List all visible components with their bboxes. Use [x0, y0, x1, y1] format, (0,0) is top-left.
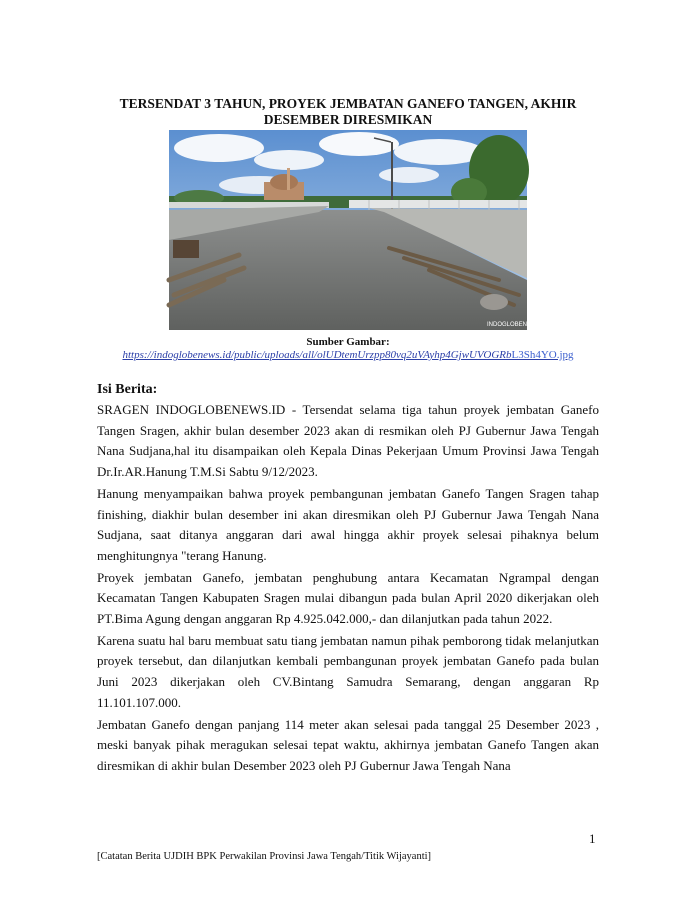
- caption-link[interactable]: [122, 349, 573, 361]
- paragraph: SRAGEN INDOGLOBENEWS.ID - Tersendat selama tiga tahun proyek jembatan Ganefo Tangen Sragen, akhir bulan desember 2023 akan di resmikan oleh PJ Gubernur Jawa Tengah Nana Sudjana,hal itu disampaikan oleh Kepala Dinas Pekerjaan Umum Provinsi Jawa Tengah Dr.Ir.AR.Hanung T.M.Si Sabtu 9/12/2023.: [97, 402, 599, 480]
- article-body: [97, 400, 599, 778]
- paragraph: Hanung menyampaikan bahwa proyek pembangunan jembatan Ganefo Tangen Sragen tahap finishing, diakhir bulan desember ini akan diresmikan oleh PJ Gubernur Jawa Tengah Nana Sudjana, saat ditanya anggaran dari awal hingga akhir proyek selesai pihaknya belum menghitungnya "terang Hanung.: [97, 485, 599, 563]
- paragraph: Proyek jembatan Ganefo, jembatan penghubung antara Kecamatan Ngrampal dengan Kecamatan Tangen Kabupaten Sragen mulai dibangun pada bulan April 2020 dikerjakan oleh PT.Bima Agung dengan anggaran Rp 4.925.042.000,- dan dilanjutkan pada tahun 2022.: [97, 569, 599, 627]
- section-heading: Isi Berita:: [97, 382, 158, 397]
- caption-label: Sumber Gambar:: [306, 336, 390, 348]
- page-footer: [Catatan Berita UJDIH BPK Perwakilan Provinsi Jawa Tengah/Titik Wijayanti]: [97, 851, 432, 862]
- page-number: 1: [589, 831, 596, 846]
- watermark-text: INDOGLOBENEWS: [487, 322, 541, 328]
- image-caption: [100, 336, 596, 362]
- paragraph: Jembatan Ganefo dengan panjang 114 meter akan selesai pada tanggal 25 Desember 2023 , meski banyak pihak meragukan selesai tepat waktu, akhirnya jembatan Ganefo Tangen akan diresmikan di akhir bulan Desember 2023 oleh PJ Gubernur Jawa Tengah Nana: [97, 716, 599, 773]
- caption-url-tail: L3Sh4YO.jpg: [511, 349, 574, 361]
- bridge-photo: [169, 130, 541, 330]
- document-title: TERSENDAT 3 TAHUN, PROYEK JEMBATAN GANEFO TANGEN, AKHIR DESEMBER DIRESMIKAN: [119, 96, 577, 127]
- caption-url-main: https://indoglobenews.id/public/uploads/all/olUDtemUrzpp80vq2uVAyhp4GjwUVOGRb: [122, 349, 512, 361]
- paragraph: Karena suatu hal baru membuat satu tiang jembatan namun pihak pemborong tidak melanjutkan proyek tersebut, dan dilanjutkan kembali pembangunan proyek jembatan Ganefo pada bulan Juni 2023 dikerjakan oleh CV.Bintang Samudra Semarang, dengan anggaran Rp 11.101.107.000.: [97, 632, 599, 710]
